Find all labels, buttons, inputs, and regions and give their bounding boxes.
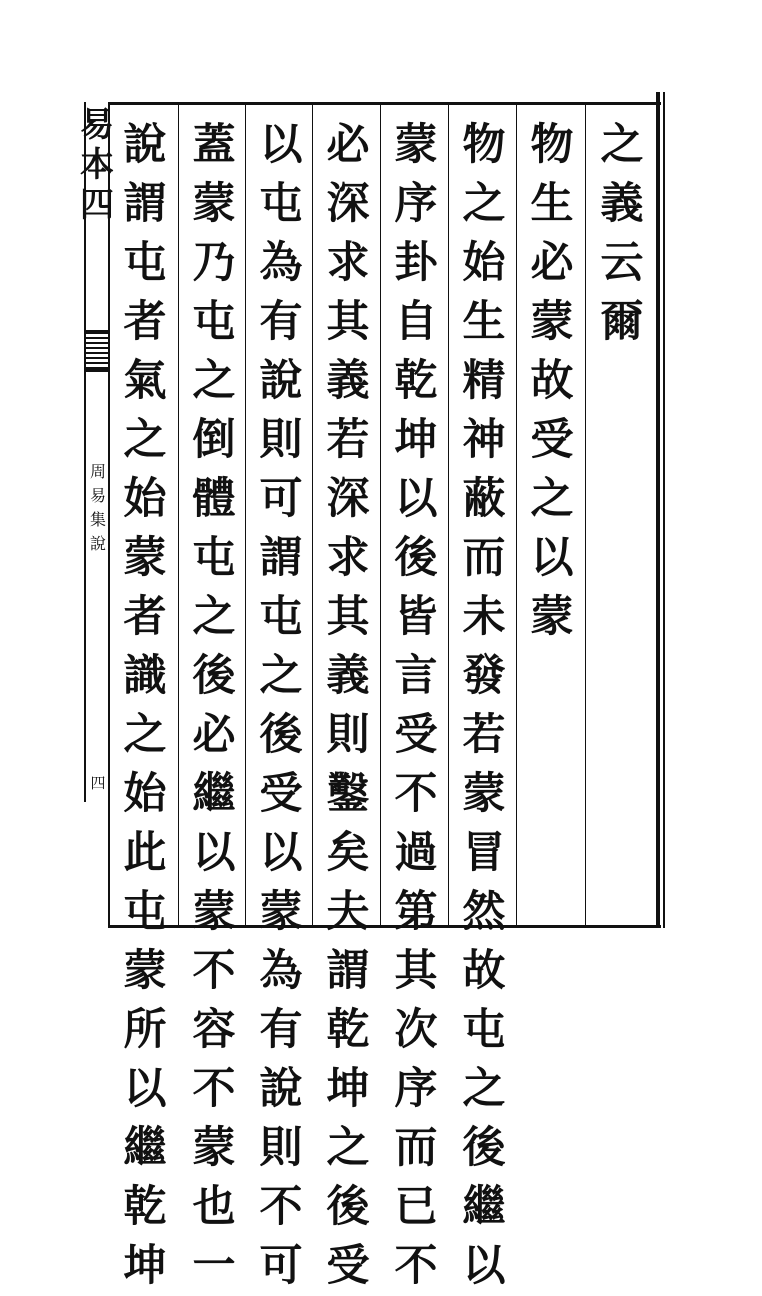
glyph: 後	[462, 1123, 506, 1173]
glyph: 始	[462, 238, 506, 288]
glyph: 乾	[394, 356, 438, 406]
glyph: 者	[123, 297, 167, 347]
glyph: 屯	[259, 179, 303, 229]
glyph: 序	[394, 179, 438, 229]
glyph: 乾	[326, 1005, 370, 1055]
glyph: 故	[462, 946, 506, 996]
glyph: 蒙	[192, 887, 236, 937]
glyph: 乾	[123, 1182, 167, 1232]
text-column-5	[318, 116, 378, 1296]
margin-book-title	[89, 460, 107, 556]
glyph: 夫	[326, 887, 370, 937]
glyph: 之	[462, 179, 506, 229]
glyph: 謂	[259, 533, 303, 583]
glyph: 冒	[462, 828, 506, 878]
text-column-7	[184, 116, 244, 1296]
glyph: 後	[192, 651, 236, 701]
column-separator	[245, 102, 246, 928]
glyph: 說	[259, 356, 303, 406]
glyph: 氣	[123, 356, 167, 406]
margin-glyph: 易	[80, 105, 114, 145]
glyph: 次	[394, 1005, 438, 1055]
glyph: 屯	[462, 1005, 506, 1055]
glyph: 不	[192, 1064, 236, 1114]
glyph: 謂	[326, 946, 370, 996]
glyph: 發	[462, 651, 506, 701]
glyph: 受	[259, 769, 303, 819]
glyph: 皆	[394, 592, 438, 642]
glyph: 序	[394, 1064, 438, 1114]
glyph: 爾	[600, 297, 644, 347]
glyph: 為	[259, 238, 303, 288]
fishtail-mark	[86, 330, 108, 372]
glyph: 必	[192, 710, 236, 760]
glyph: 義	[326, 651, 370, 701]
folio-number: 四	[90, 774, 106, 792]
margin-glyph: 周	[89, 462, 106, 481]
margin-glyph: 集	[89, 510, 106, 529]
glyph: 說	[259, 1064, 303, 1114]
glyph: 受	[530, 415, 574, 465]
text-column-6	[251, 116, 311, 1296]
glyph: 物	[462, 120, 506, 170]
glyph: 之	[462, 1064, 506, 1114]
glyph: 蔽	[462, 474, 506, 524]
glyph: 坤	[394, 415, 438, 465]
glyph: 精	[462, 356, 506, 406]
glyph: 蒙	[462, 769, 506, 819]
glyph: 也	[192, 1182, 236, 1232]
glyph: 以	[259, 828, 303, 878]
glyph: 神	[462, 415, 506, 465]
glyph: 言	[394, 651, 438, 701]
glyph: 以	[530, 533, 574, 583]
glyph: 之	[123, 415, 167, 465]
glyph: 義	[600, 179, 644, 229]
glyph: 必	[326, 120, 370, 170]
glyph: 則	[259, 415, 303, 465]
glyph: 未	[462, 592, 506, 642]
margin-glyph: 四	[80, 185, 114, 225]
glyph: 說	[123, 120, 167, 170]
text-column-2	[522, 116, 582, 647]
glyph: 若	[462, 710, 506, 760]
column-separator	[516, 102, 517, 928]
glyph: 繼	[123, 1123, 167, 1173]
glyph: 屯	[123, 887, 167, 937]
margin-glyph: 易	[89, 486, 106, 505]
glyph: 有	[259, 297, 303, 347]
glyph: 深	[326, 179, 370, 229]
glyph: 蒙	[192, 179, 236, 229]
glyph: 蒙	[530, 592, 574, 642]
glyph: 以	[192, 828, 236, 878]
margin-glyph: 說	[89, 534, 106, 553]
column-separator	[448, 102, 449, 928]
glyph: 若	[326, 415, 370, 465]
glyph: 此	[123, 828, 167, 878]
glyph: 之	[192, 356, 236, 406]
column-separator	[585, 102, 586, 928]
glyph: 蒙	[123, 533, 167, 583]
glyph: 蒙	[192, 1123, 236, 1173]
glyph: 坤	[123, 1241, 167, 1291]
glyph: 則	[259, 1123, 303, 1173]
glyph: 乃	[192, 238, 236, 288]
glyph: 其	[326, 592, 370, 642]
glyph: 以	[123, 1064, 167, 1114]
glyph: 識	[123, 651, 167, 701]
glyph: 卦	[394, 238, 438, 288]
glyph: 倒	[192, 415, 236, 465]
glyph: 屯	[192, 297, 236, 347]
glyph: 深	[326, 474, 370, 524]
glyph: 然	[462, 887, 506, 937]
glyph: 可	[259, 474, 303, 524]
glyph: 屯	[259, 592, 303, 642]
glyph: 求	[326, 533, 370, 583]
glyph: 以	[462, 1241, 506, 1291]
glyph: 之	[123, 710, 167, 760]
text-column-3	[454, 116, 514, 1296]
glyph: 蒙	[394, 120, 438, 170]
glyph: 之	[530, 474, 574, 524]
glyph: 有	[259, 1005, 303, 1055]
glyph: 過	[394, 828, 438, 878]
glyph: 蒙	[530, 297, 574, 347]
glyph: 以	[259, 120, 303, 170]
glyph: 所	[123, 1005, 167, 1055]
glyph: 體	[192, 474, 236, 524]
glyph: 云	[600, 238, 644, 288]
glyph: 其	[394, 946, 438, 996]
glyph: 不	[394, 1241, 438, 1291]
glyph: 不	[192, 946, 236, 996]
glyph: 後	[259, 710, 303, 760]
margin-glyph: 本	[80, 145, 114, 185]
glyph: 受	[326, 1241, 370, 1291]
glyph: 故	[530, 356, 574, 406]
glyph: 繼	[192, 769, 236, 819]
text-column-4	[386, 116, 446, 1296]
glyph: 第	[394, 887, 438, 937]
glyph: 物	[530, 120, 574, 170]
column-separator	[312, 102, 313, 928]
glyph: 求	[326, 238, 370, 288]
glyph: 者	[123, 592, 167, 642]
glyph: 坤	[326, 1064, 370, 1114]
glyph: 蓋	[192, 120, 236, 170]
glyph: 不	[259, 1182, 303, 1232]
glyph: 後	[326, 1182, 370, 1232]
text-column-1	[592, 116, 652, 352]
glyph: 始	[123, 474, 167, 524]
glyph: 屯	[192, 533, 236, 583]
glyph: 容	[192, 1005, 236, 1055]
glyph: 不	[394, 769, 438, 819]
glyph: 之	[259, 651, 303, 701]
glyph: 生	[530, 179, 574, 229]
glyph: 則	[326, 710, 370, 760]
frame-right-rule	[656, 92, 660, 928]
frame-top-rule	[108, 102, 661, 105]
glyph: 之	[600, 120, 644, 170]
frame-right-outer-rule	[663, 92, 665, 928]
glyph: 屯	[123, 238, 167, 288]
glyph: 蒙	[123, 946, 167, 996]
glyph: 已	[394, 1182, 438, 1232]
glyph: 生	[462, 297, 506, 347]
glyph: 以	[394, 474, 438, 524]
glyph: 受	[394, 710, 438, 760]
margin-title-fragment	[80, 105, 114, 225]
glyph: 蒙	[259, 887, 303, 937]
glyph: 之	[192, 592, 236, 642]
glyph: 義	[326, 356, 370, 406]
glyph: 為	[259, 946, 303, 996]
glyph: 謂	[123, 179, 167, 229]
text-column-8	[115, 116, 175, 1296]
glyph: 之	[326, 1123, 370, 1173]
glyph: 可	[259, 1241, 303, 1291]
column-separator	[380, 102, 381, 928]
glyph: 鑿	[326, 769, 370, 819]
glyph: 繼	[462, 1182, 506, 1232]
glyph: 矣	[326, 828, 370, 878]
glyph: 一	[192, 1241, 236, 1291]
glyph: 後	[394, 533, 438, 583]
glyph: 而	[462, 533, 506, 583]
glyph: 必	[530, 238, 574, 288]
frame-left-rule	[108, 102, 110, 928]
glyph: 而	[394, 1123, 438, 1173]
column-separator	[178, 102, 179, 928]
glyph: 始	[123, 769, 167, 819]
glyph: 其	[326, 297, 370, 347]
glyph: 自	[394, 297, 438, 347]
